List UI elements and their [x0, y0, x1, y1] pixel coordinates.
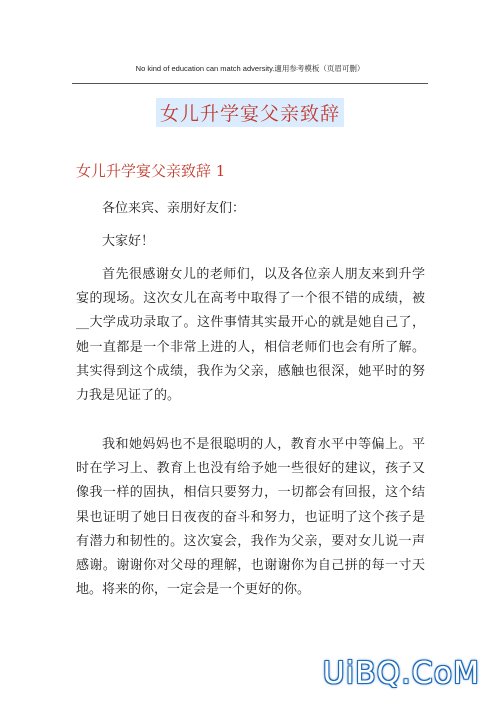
page-header: No kind of education can match adversity.適用参考模板（页眉可删） — [135, 64, 365, 73]
paragraph-thanks: 首先很感谢女儿的老师们，以及各位亲人朋友来到升学宴的现场。这次女儿在高考中取得了一个很不错的成绩，被__大学成功录取了。这件事情其实最开心的就是她自己了，她一直都是一个非常上进的人，相信老师们也会有所了解。其实得到这个成绩，我作为父亲，感触也很深，她平时的努力我是见证了的。 — [76, 267, 425, 404]
watermark-logo: UiBQ.CoM — [322, 656, 480, 691]
section-heading: 女儿升学宴父亲致辞 1 — [76, 162, 226, 180]
title-container — [0, 98, 500, 127]
paragraph-greeting: 各位来宾、亲朋好友们： — [102, 201, 246, 216]
paragraph-hello: 大家好！ — [102, 234, 155, 249]
document-title: 女儿升学宴父亲致辞 — [156, 98, 344, 127]
paragraph-reflection: 我和她妈妈也不是很聪明的人，教育水平中等偏上。平时在学习上、教育上也没有给予她一些很好的建议，孩子又像我一样的固执，相信只要努力，一切都会有回报，这个结果也证明了她日日夜夜的奋斗和努力，也证明了这个孩子是有潜力和韧性的。这次宴会，我作为父亲，要对女儿说一声感谢。谢谢你对父母的理解，也谢谢你为自己拼的每一寸天地。将来的你，一定会是一个更好的你。 — [76, 437, 425, 598]
header-divider — [72, 83, 428, 84]
